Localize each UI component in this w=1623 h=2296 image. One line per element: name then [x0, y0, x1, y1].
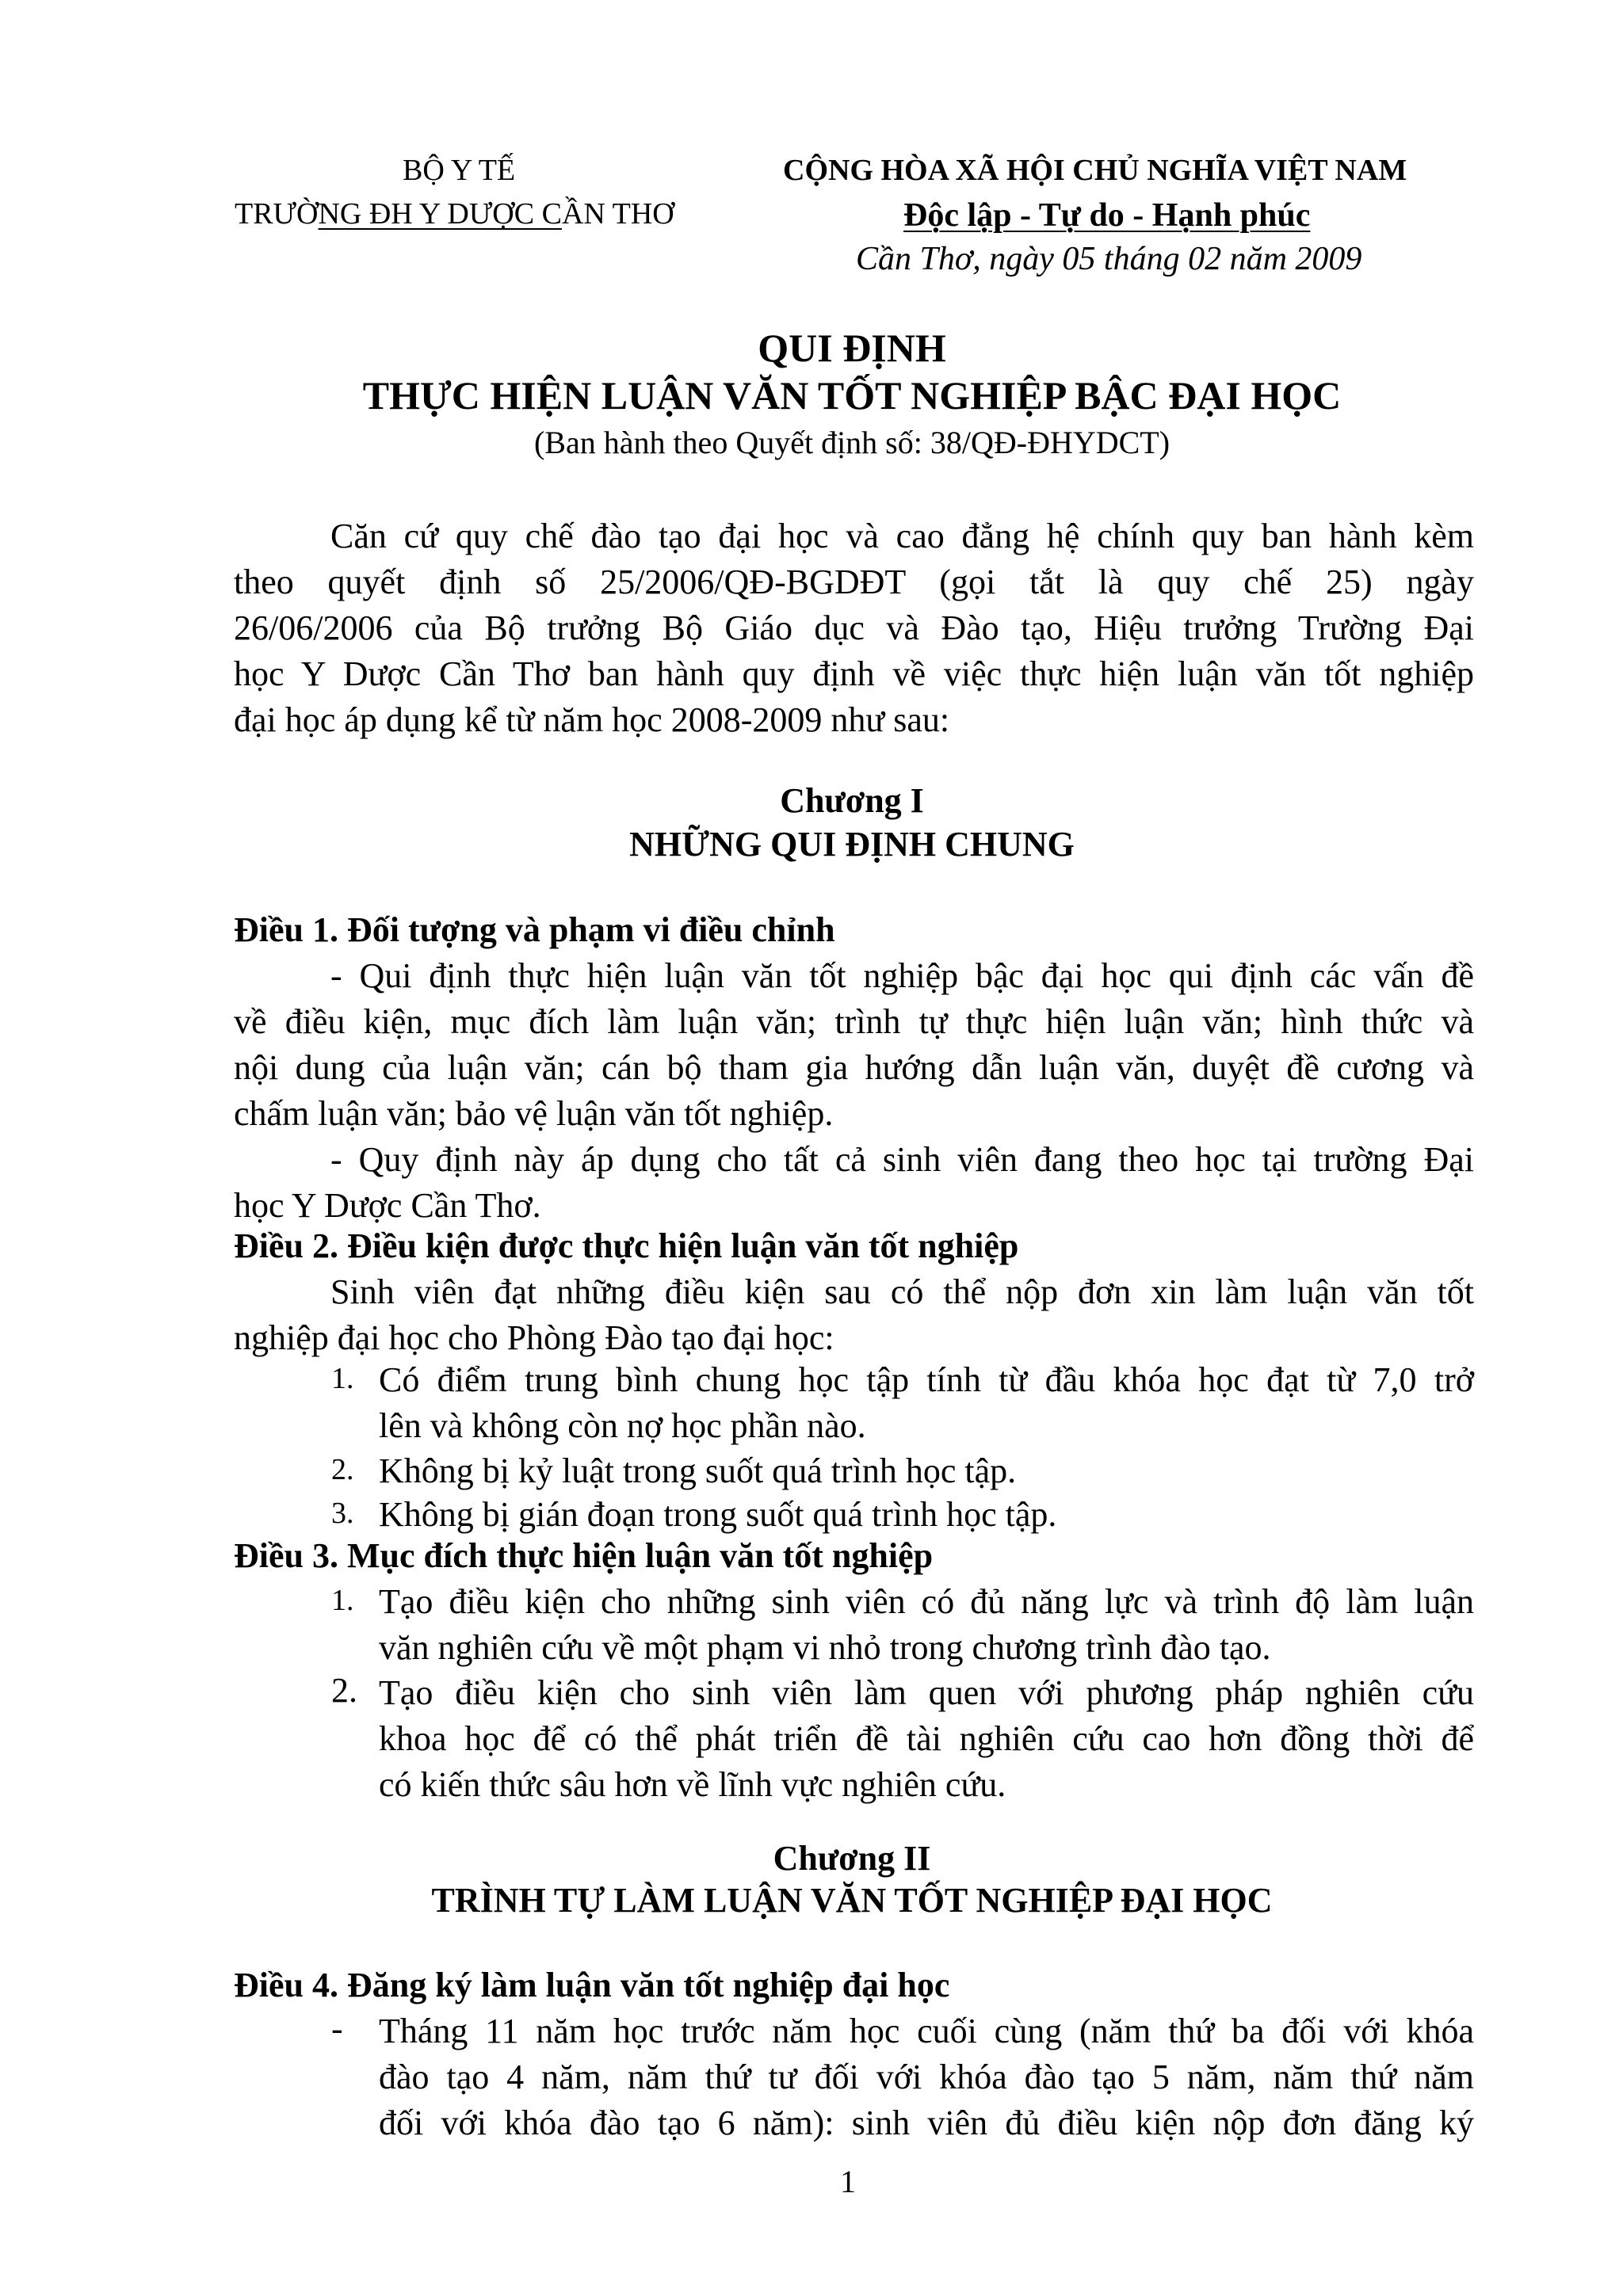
paragraph-line: về điều kiện, mục đích làm luận văn; trình tự thực hiện luận văn; hình thức và	[234, 1002, 1474, 1041]
list-number: 1.	[331, 1584, 354, 1617]
article-heading: Điều 4. Đăng ký làm luận văn tốt nghiệp đại học	[234, 1966, 950, 2004]
list-item	[379, 1670, 1474, 1808]
list-item	[379, 1448, 1474, 1494]
document-title: QUI ĐỊNH	[758, 326, 946, 370]
chapter-title: TRÌNH TỰ LÀM LUẬN VĂN TỐT NGHIỆP ĐẠI HỌC	[431, 1881, 1273, 1920]
chapter-label: Chương II	[773, 1839, 931, 1878]
preamble-line: Căn cứ quy chế đào tạo đại học và cao đẳng hệ chính quy ban hành kèm	[330, 517, 1474, 555]
university-name-part3: ẦN THƠ	[561, 197, 674, 231]
list-item	[379, 2008, 1474, 2146]
item-line: Tạo điều kiện cho sinh viên làm quen với phương pháp nghiên cứu	[379, 1673, 1474, 1712]
list-item	[379, 1579, 1474, 1671]
list-number: 3.	[331, 1497, 354, 1530]
article-heading: Điều 1. Đối tượng và phạm vi điều chỉnh	[234, 910, 835, 949]
national-motto: Độc lập - Tự do - Hạnh phúc	[903, 197, 1311, 234]
paragraph-line: - Qui định thực hiện luận văn tốt nghiệp bậc đại học qui định các vấn đề	[330, 956, 1474, 995]
chapter-title: NHỮNG QUI ĐỊNH CHUNG	[629, 825, 1075, 864]
article-heading: Điều 3. Mục đích thực hiện luận văn tốt nghiệp	[234, 1536, 934, 1575]
decision-reference: (Ban hành theo Quyết định số: 38/QĐ-ĐHYDCT)	[533, 425, 1170, 460]
item-line: đối với khóa đào tạo 6 năm): sinh viên đủ điều kiện nộp đơn đăng ký	[379, 2103, 1474, 2142]
item-line: Có điểm trung bình chung học tập tính từ đầu khóa học đạt từ 7,0 trở	[379, 1360, 1474, 1399]
list-item	[379, 1492, 1474, 1538]
list-number: 2.	[331, 1671, 357, 1710]
paragraph-line: Sinh viên đạt những điều kiện sau có thể nộp đơn xin làm luận văn tốt	[330, 1272, 1474, 1311]
preamble-line: 26/06/2006 của Bộ trưởng Bộ Giáo dục và Đào tạo, Hiệu trưởng Trường Đại	[234, 608, 1474, 647]
ministry-name: BỘ Y TẾ	[403, 154, 516, 187]
item-line: đào tạo 4 năm, năm thứ tư đối với khóa đào tạo 5 năm, năm thứ năm	[379, 2058, 1474, 2096]
item-line: Tạo điều kiện cho những sinh viên có đủ năng lực và trình độ làm luận	[379, 1582, 1474, 1621]
item-line: Tháng 11 năm học trước năm học cuối cùng (năm thứ ba đối với khóa	[379, 2012, 1474, 2050]
article-paragraph	[234, 1269, 1474, 1361]
list-number: 2.	[331, 1453, 354, 1486]
preamble-paragraph	[234, 513, 1474, 743]
university-name	[235, 196, 674, 231]
item-line: văn nghiên cứu về một phạm vi nhỏ trong chương trình đào tạo.	[379, 1628, 1271, 1667]
chapter-label: Chương I	[780, 781, 924, 820]
article-heading: Điều 2. Điều kiện được thực hiện luận văn tốt nghiệp	[234, 1226, 1019, 1265]
article-paragraph	[234, 953, 1474, 1137]
document-subtitle: THỰC HIỆN LUẬN VĂN TỐT NGHIỆP BẬC ĐẠI HỌC	[362, 373, 1342, 418]
item-line: Không bị gián đoạn trong suốt quá trình học tập.	[379, 1495, 1057, 1534]
item-line: có kiến thức sâu hơn về lĩnh vực nghiên cứu.	[379, 1765, 1006, 1804]
university-name-part2: NG ĐH Y DƯỢC C	[318, 197, 562, 231]
preamble-line: theo quyết định số 25/2006/QĐ-BGDĐT (gọi tắt là quy chế 25) ngày	[234, 563, 1474, 601]
preamble-line: học Y Dược Cần Thơ ban hành quy định về việc thực hiện luận văn tốt nghiệp	[234, 654, 1474, 693]
paragraph-line: nội dung của luận văn; cán bộ tham gia hướng dẫn luận văn, duyệt đề cương và	[234, 1048, 1474, 1087]
country-name: CỘNG HÒA XÃ HỘI CHỦ NGHĨA VIỆT NAM	[783, 154, 1407, 187]
university-name-part1: TRƯỜ	[235, 197, 319, 231]
list-item	[379, 1357, 1474, 1449]
article-paragraph	[234, 1137, 1474, 1229]
place-date: Cần Thơ, ngày 05 tháng 02 năm 2009	[856, 241, 1362, 277]
list-dash: -	[331, 2009, 343, 2048]
paragraph-line: học Y Dược Cần Thơ.	[234, 1186, 541, 1225]
list-number: 1.	[331, 1362, 354, 1395]
paragraph-line: chấm luận văn; bảo vệ luận văn tốt nghiệp.	[234, 1094, 834, 1133]
item-line: lên và không còn nợ học phần nào.	[379, 1406, 866, 1445]
paragraph-line: - Quy định này áp dụng cho tất cả sinh viên đang theo học tại trường Đại	[330, 1140, 1474, 1179]
item-line: khoa học để có thể phát triển đề tài nghiên cứu cao hơn đồng thời để	[379, 1719, 1474, 1758]
preamble-line: đại học áp dụng kể từ năm học 2008-2009 như sau:	[234, 700, 950, 739]
item-line: Không bị kỷ luật trong suốt quá trình học tập.	[379, 1451, 1017, 1490]
paragraph-line: nghiệp đại học cho Phòng Đào tạo đại học:	[234, 1318, 834, 1357]
page-number: 1	[840, 2164, 856, 2199]
